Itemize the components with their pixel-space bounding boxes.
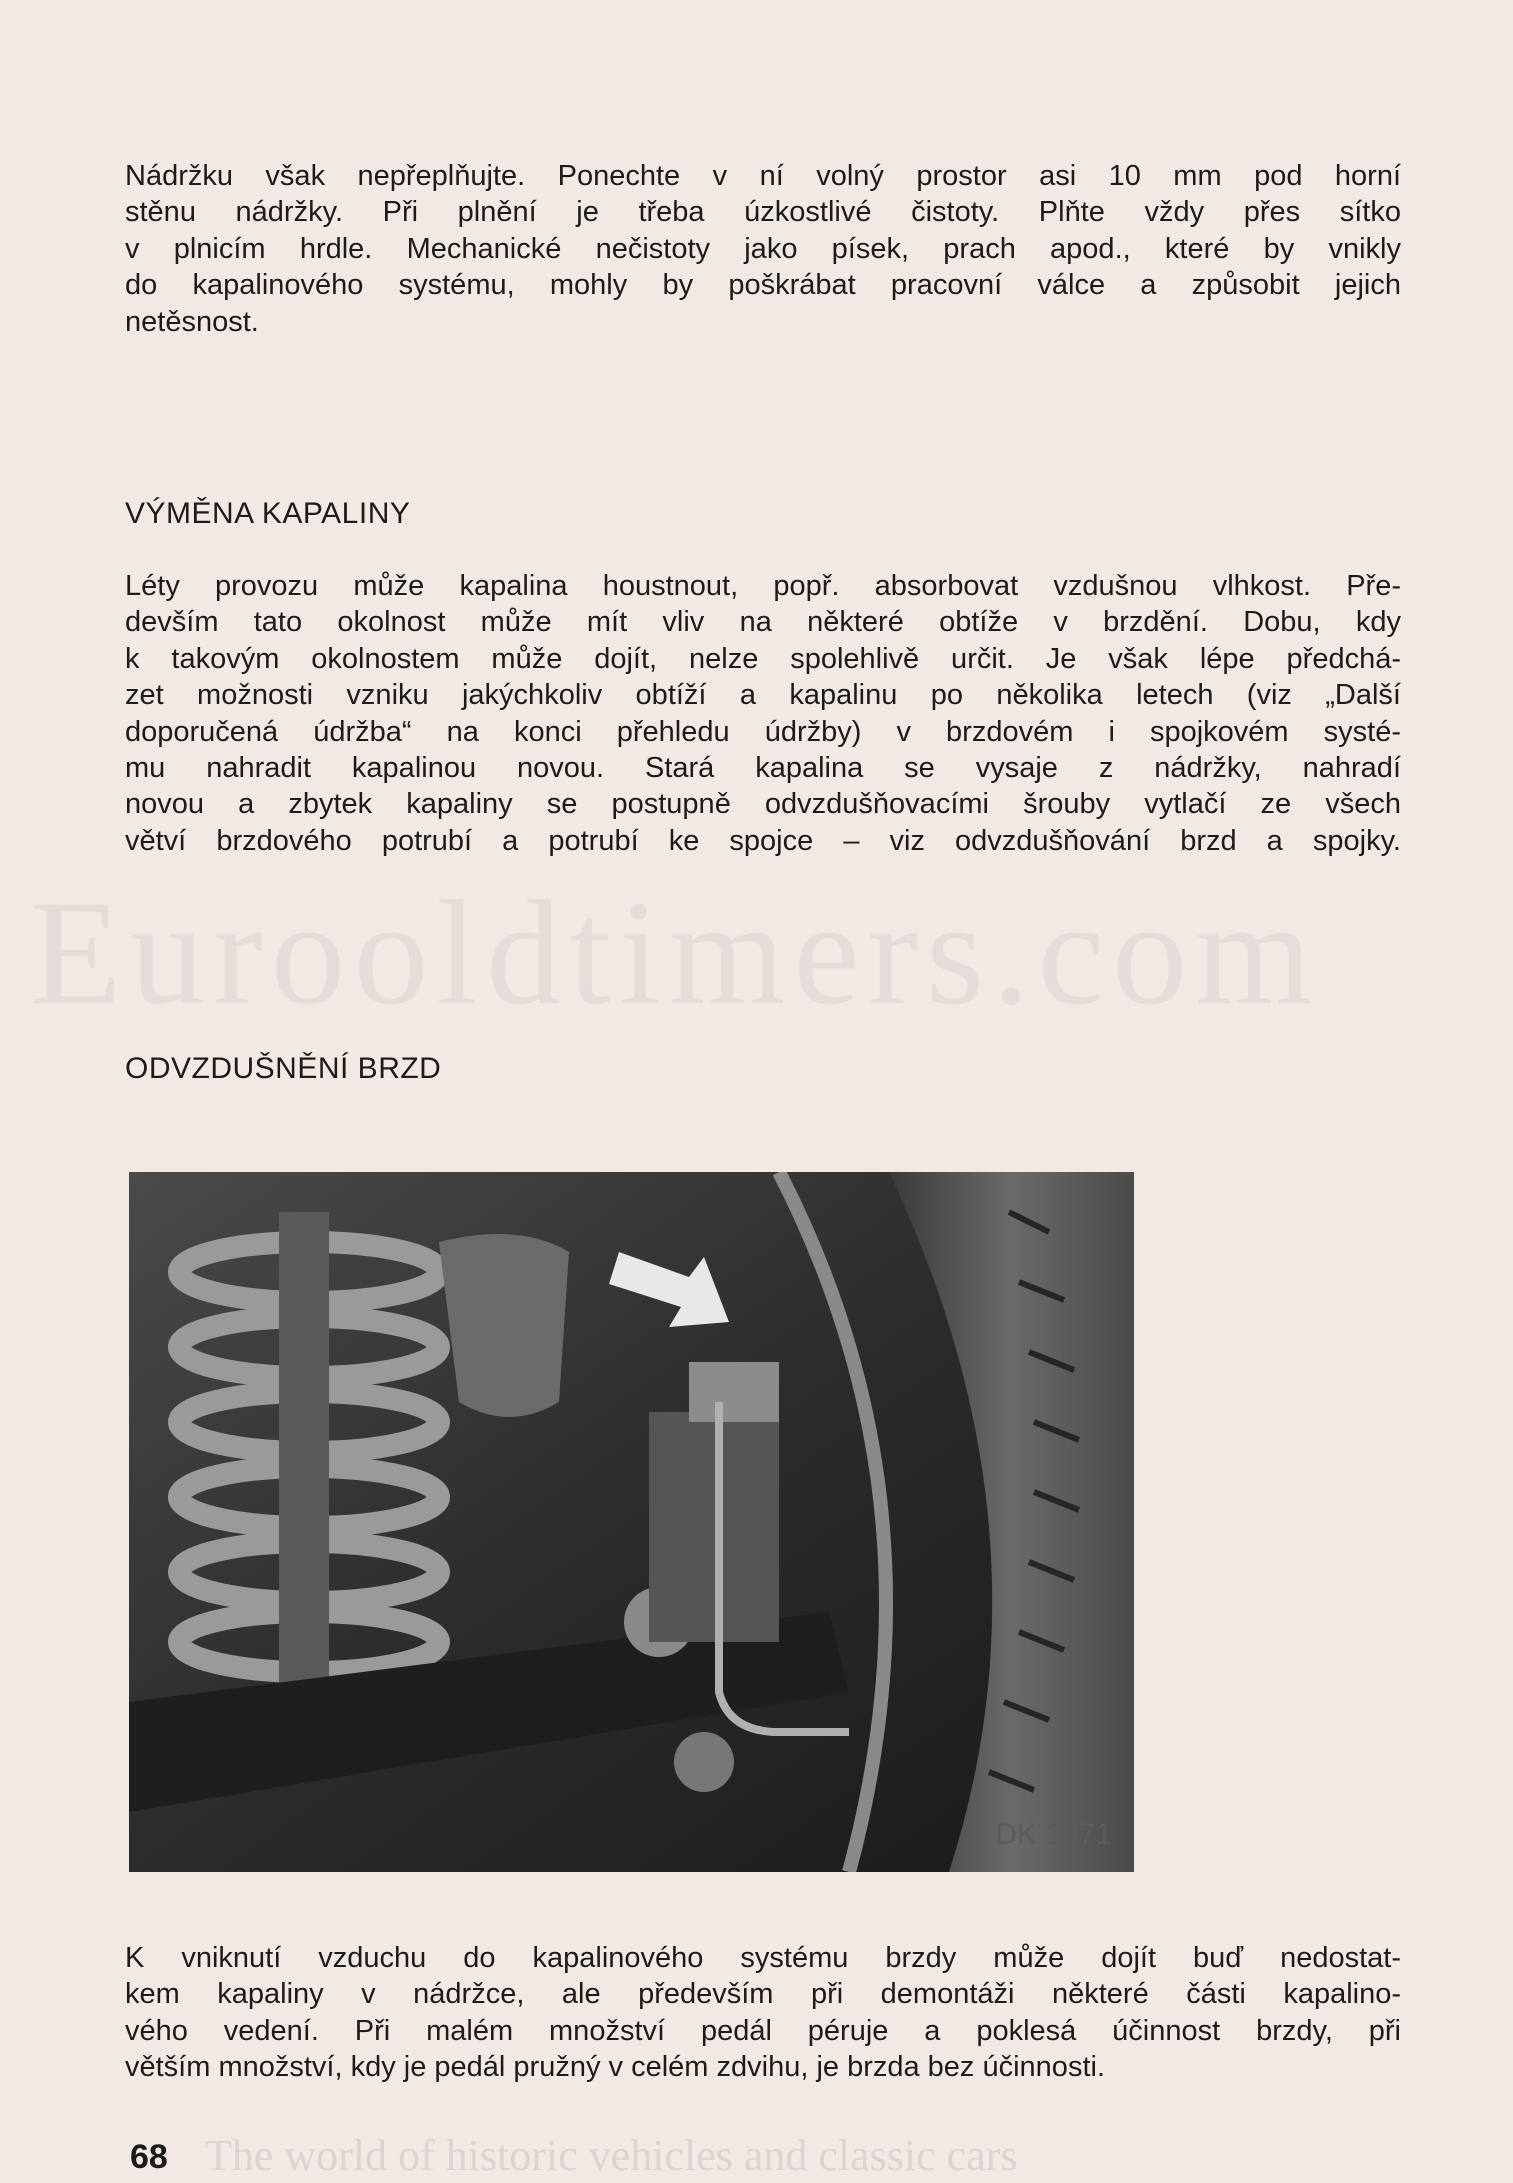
text-line: novou a zbytek kapaliny se postupně odvzdušňovacími šrouby vytlačí ze všech [125, 788, 1401, 821]
brake-suspension-photo [129, 1172, 1134, 1872]
page-number: 68 [130, 2138, 168, 2176]
photo-label: DK 1071 [995, 1818, 1112, 1851]
text-line: K vniknutí vzduchu do kapalinového systému brzdy může dojít buď nedostat- [125, 1942, 1401, 1974]
paragraph-fluid-filling [125, 158, 1401, 340]
text-line: větví brzdového potrubí a potrubí ke spojce – viz odvzdušňování brzd a spojky. [125, 824, 1401, 857]
paragraph-air-ingress [125, 1940, 1401, 2086]
text-line: doporučená údržba“ na konci přehledu údržby) v brzdovém i spojkovém systé- [125, 715, 1401, 748]
text-line: Nádržku však nepřeplňujte. Ponechte v ní volný prostor asi 10 mm pod horní [125, 160, 1401, 192]
text-line: netěsnost. [125, 305, 259, 338]
text-line: kem kapaliny v nádržce, ale především při demontáži některé části kapalino- [125, 1978, 1401, 2011]
text-line: vého vedení. Při malém množství pedál péruje a poklesá účinnost brzdy, při [125, 2014, 1401, 2047]
watermark-site: Eurooldtimers.com [30, 870, 1320, 1036]
text-line: zet možnosti vzniku jakýchkoliv obtíží a kapalinu po několika letech (viz „Další [125, 679, 1401, 712]
paragraph-fluid-replacement [125, 568, 1401, 859]
text-line: devším tato okolnost může mít vliv na některé obtíže v brzdění. Dobu, kdy [125, 606, 1401, 639]
text-line: mu nahradit kapalinou novou. Stará kapalina se vysaje z nádržky, nahradí [125, 751, 1401, 784]
text-line: větším množství, kdy je pedál pružný v celém zdvihu, je brzda bez účinnosti. [125, 2051, 1105, 2084]
text-line: do kapalinového systému, mohly by poškrábat pracovní válce a způsobit jejich [125, 269, 1401, 302]
text-line: v plnicím hrdle. Mechanické nečistoty jako písek, prach apod., které by vnikly [125, 232, 1401, 265]
text-line: stěnu nádržky. Při plnění je třeba úzkostlivé čistoty. Plňte vždy přes sítko [125, 196, 1401, 229]
text-line: k takovým okolnostem může dojít, nelze spolehlivě určit. Je však lépe předchá- [125, 642, 1401, 675]
heading-brake-bleeding: ODVZDUŠNĚNÍ BRZD [125, 1052, 442, 1085]
watermark-tagline: The world of historic vehicles and classic cars [205, 2131, 1018, 2180]
text-line: Léty provozu může kapalina houstnout, popř. absorbovat vzdušnou vlhkost. Pře- [125, 570, 1401, 602]
heading-fluid-replacement: VÝMĚNA KAPALINY [125, 497, 411, 530]
